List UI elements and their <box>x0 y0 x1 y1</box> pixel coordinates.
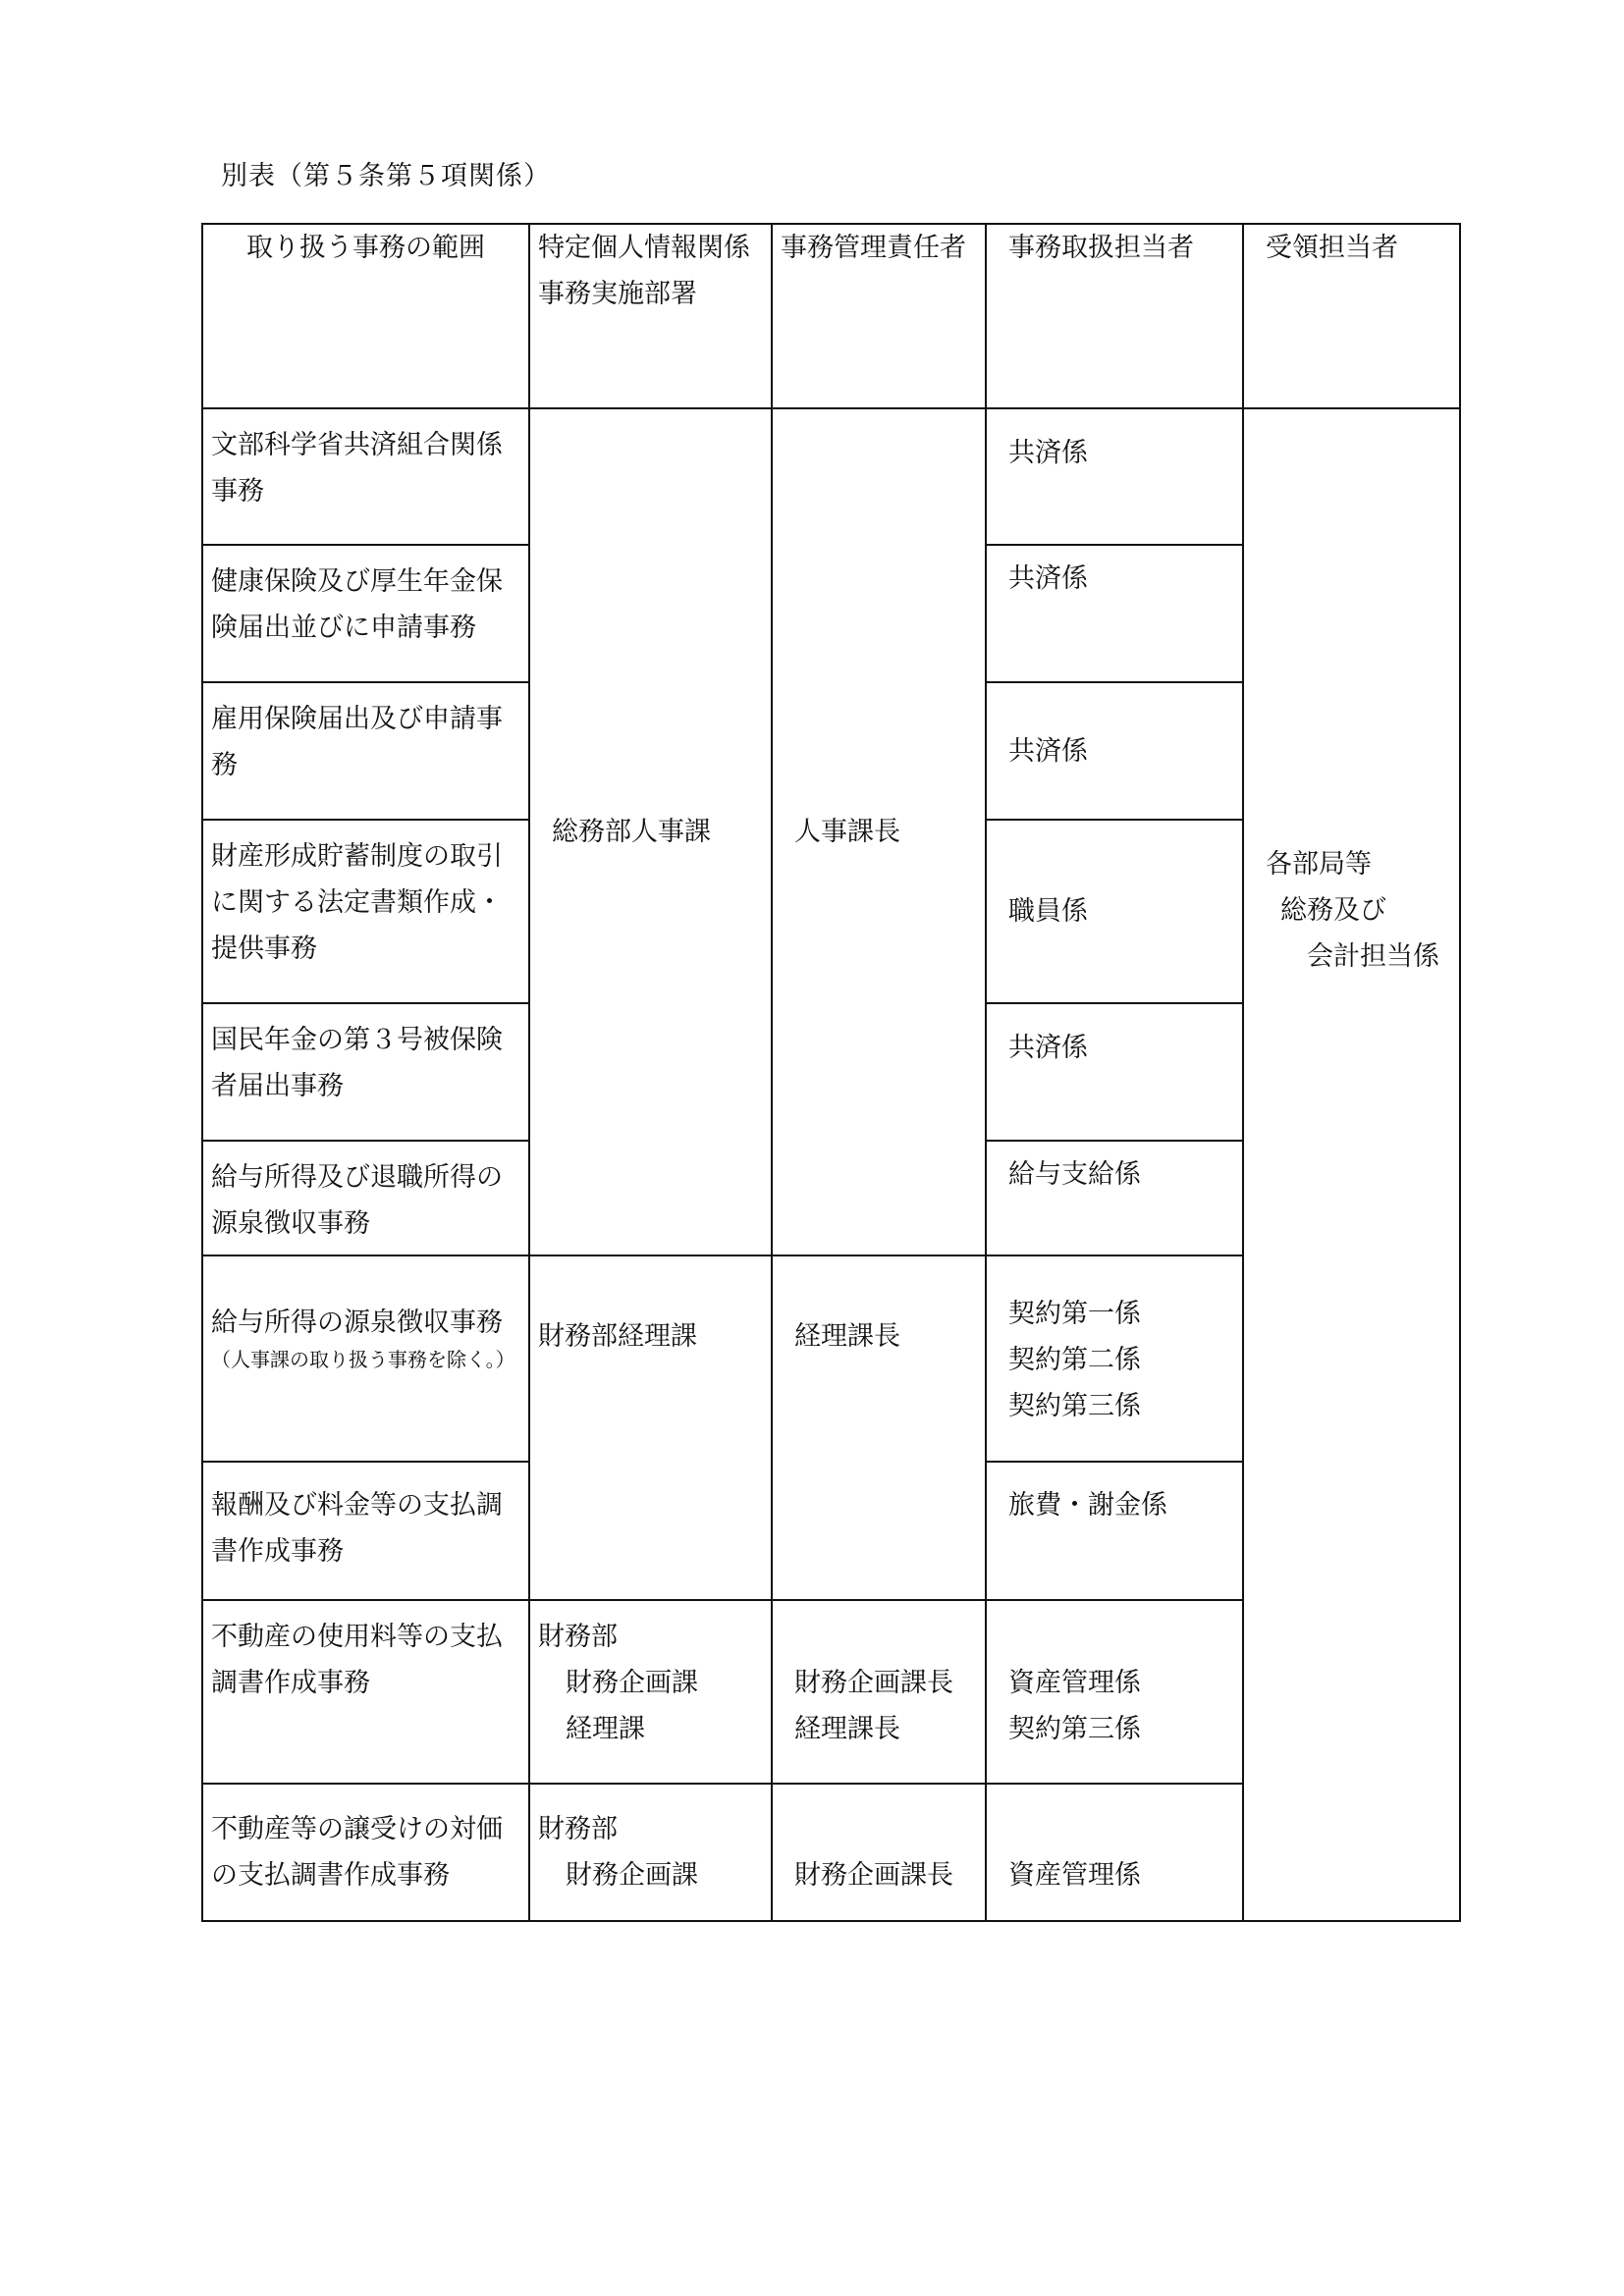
handler-cell <box>986 682 1243 820</box>
scope-line: の支払調書作成事務 <box>211 1860 450 1891</box>
scope-note: （人事課の取り扱う事務を除く。） <box>211 1348 515 1371</box>
scope-line: 源泉徴収事務 <box>211 1208 370 1239</box>
table-row <box>202 408 1460 545</box>
handler-line: 共済係 <box>1008 438 1088 468</box>
handler-cell <box>986 1141 1243 1255</box>
scope-line: 事務 <box>211 476 264 507</box>
scope-cell <box>202 682 529 820</box>
handler-line: 職員係 <box>1008 896 1088 927</box>
department-cell <box>529 1784 772 1921</box>
handler-cell <box>986 1462 1243 1600</box>
header-department <box>529 224 772 408</box>
department-cell: 総務部人事課 <box>529 408 772 1255</box>
scope-cell <box>202 545 529 682</box>
handler-cell <box>986 1600 1243 1784</box>
scope-line: 文部科学省共済組合関係 <box>211 430 503 460</box>
manager-cell: 人事課長 <box>772 408 986 1255</box>
scope-line: 調書作成事務 <box>211 1668 370 1698</box>
handler-line: 契約第三係 <box>1008 1391 1141 1421</box>
scope-line: 給与所得及び退職所得の <box>211 1162 503 1193</box>
handler-cell <box>986 1003 1243 1141</box>
scope-line: に関する法定書類作成・ <box>211 887 503 918</box>
header-handler: 事務取扱担当者 <box>986 224 1243 408</box>
handler-cell <box>986 1784 1243 1921</box>
scope-cell <box>202 1784 529 1921</box>
scope-cell <box>202 820 529 1003</box>
department-line: 財務部 <box>538 1814 618 1844</box>
receiver-cell <box>1243 408 1460 1921</box>
scope-cell <box>202 1141 529 1255</box>
handler-line: 旅費・謝金係 <box>1008 1490 1167 1521</box>
department-line: 財務部 <box>538 1622 618 1652</box>
responsibility-table <box>201 223 1461 1922</box>
scope-line: 報酬及び料金等の支払調 <box>211 1490 503 1521</box>
department-cell: 財務部経理課 <box>529 1255 772 1600</box>
manager-line: 財務企画課長 <box>794 1668 953 1698</box>
scope-line: 健康保険及び厚生年金保 <box>211 566 503 597</box>
handler-line: 資産管理係 <box>1008 1860 1141 1891</box>
scope-cell <box>202 1255 529 1462</box>
table-caption: 別表（第５条第５項関係） <box>221 161 551 191</box>
scope-line: 者届出事務 <box>211 1071 344 1101</box>
header-manager: 事務管理責任者 <box>772 224 986 408</box>
handler-line: 共済係 <box>1008 563 1088 594</box>
scope-cell <box>202 1600 529 1784</box>
manager-cell <box>772 1784 986 1921</box>
department-cell <box>529 1600 772 1784</box>
handler-line: 資産管理係 <box>1008 1668 1141 1698</box>
department-line: 経理課 <box>566 1714 645 1744</box>
scope-cell <box>202 1003 529 1141</box>
scope-line: 務 <box>211 750 238 780</box>
scope-cell <box>202 1462 529 1600</box>
handler-cell <box>986 1255 1243 1462</box>
scope-line: 国民年金の第３号被保険 <box>211 1025 503 1055</box>
scope-line: 雇用保険届出及び申請事 <box>211 704 503 734</box>
header-receiver: 受領担当者 <box>1243 224 1460 408</box>
header-department-line2: 事務実施部署 <box>538 279 697 309</box>
receiver-line: 各部局等 <box>1266 849 1372 880</box>
handler-cell <box>986 820 1243 1003</box>
handler-line: 共済係 <box>1008 1033 1088 1063</box>
handler-line: 共済係 <box>1008 735 1088 767</box>
scope-line: 給与所得の源泉徴収事務 <box>211 1308 503 1338</box>
handler-cell <box>986 408 1243 545</box>
scope-line: 険届出並びに申請事務 <box>211 613 476 643</box>
department-line: 財務企画課 <box>566 1668 698 1698</box>
department-line: 財務企画課 <box>566 1860 698 1891</box>
scope-line: 不動産等の譲受けの対価 <box>211 1814 503 1844</box>
scope-line: 不動産の使用料等の支払 <box>211 1622 503 1652</box>
handler-line: 給与支給係 <box>1008 1159 1141 1190</box>
scope-line: 財産形成貯蓄制度の取引 <box>211 841 503 872</box>
handler-line: 契約第三係 <box>1008 1714 1141 1744</box>
receiver-line: 総務及び <box>1280 895 1386 926</box>
manager-cell: 経理課長 <box>772 1255 986 1600</box>
scope-line: 提供事務 <box>211 934 317 964</box>
header-row <box>202 224 1460 408</box>
handler-line: 契約第二係 <box>1008 1345 1141 1375</box>
scope-cell <box>202 408 529 545</box>
manager-line: 経理課長 <box>794 1714 900 1744</box>
scope-line: 書作成事務 <box>211 1536 344 1567</box>
receiver-line: 会計担当係 <box>1307 941 1439 972</box>
header-department-line1: 特定個人情報関係 <box>538 233 750 263</box>
header-scope: 取り扱う事務の範囲 <box>202 224 529 408</box>
manager-cell <box>772 1600 986 1784</box>
manager-line: 財務企画課長 <box>794 1860 953 1891</box>
handler-line: 契約第一係 <box>1008 1299 1141 1329</box>
handler-cell <box>986 545 1243 682</box>
